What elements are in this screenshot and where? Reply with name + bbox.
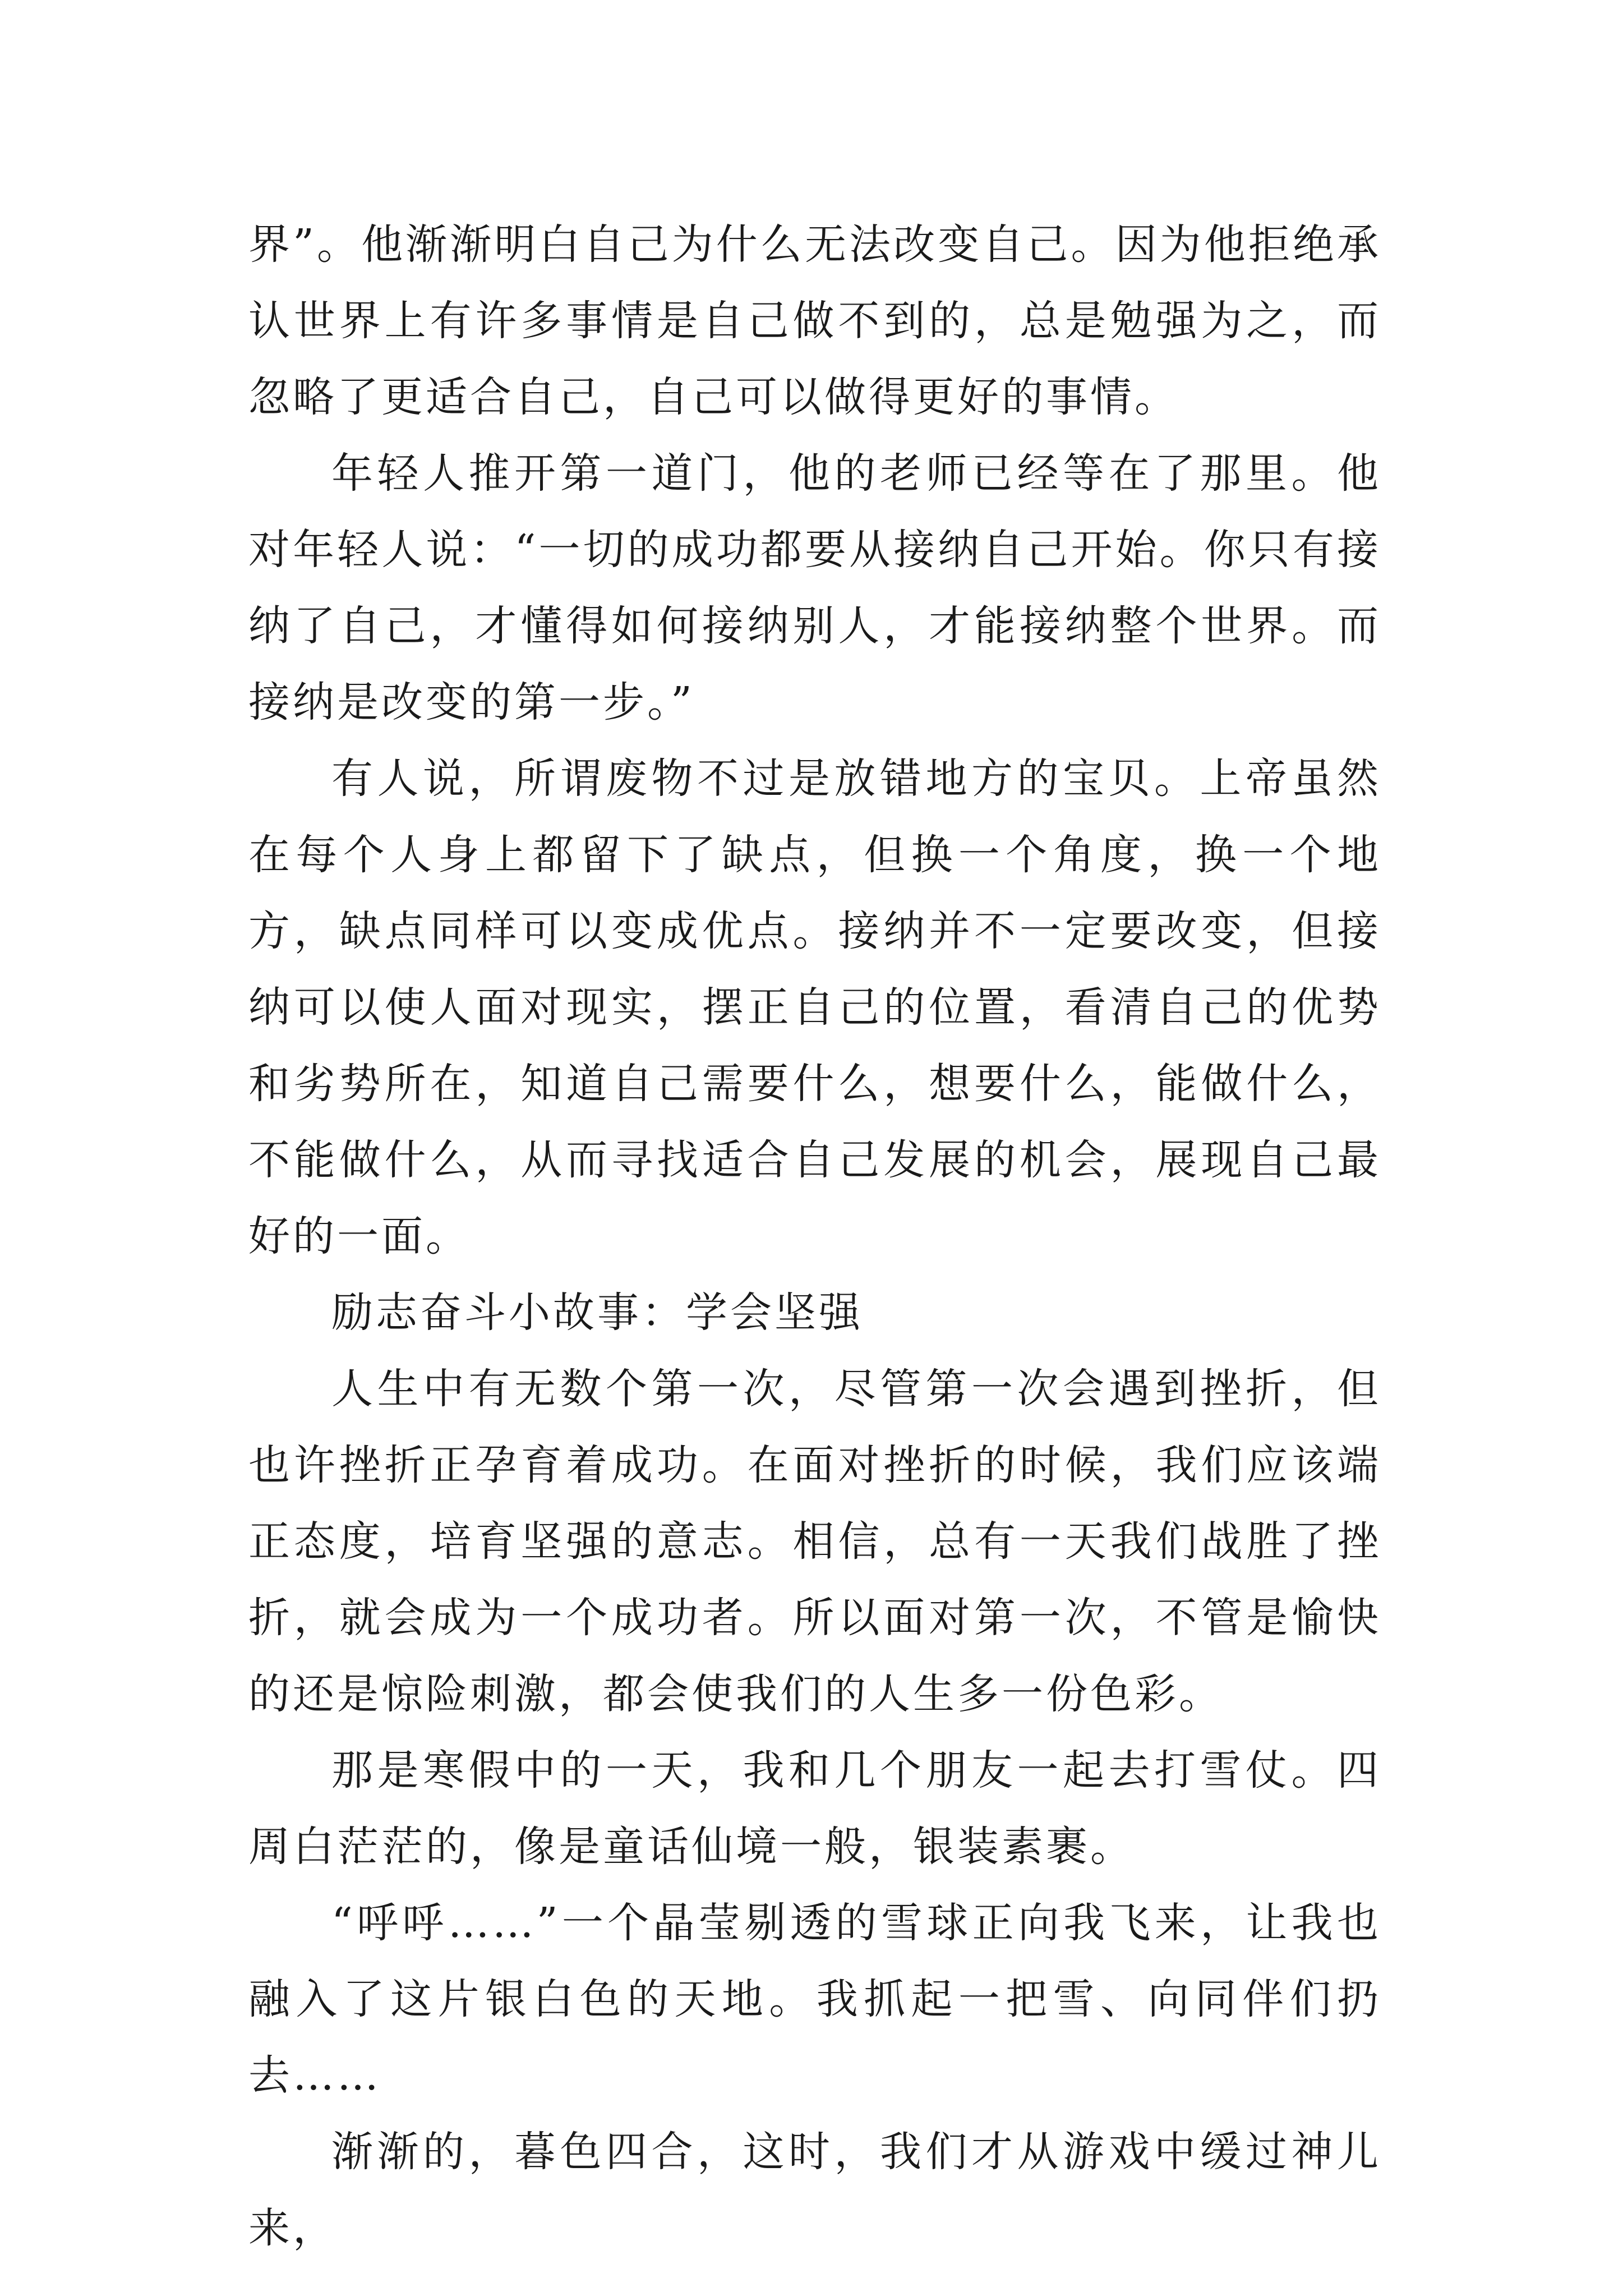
paragraph: 那是寒假中的一天，我和几个朋友一起去打雪仗。四周白茫茫的，像是童话仙境一般，银装素裹。 xyxy=(248,1746,1381,1871)
paragraph: 人生中有无数个第一次，尽管第一次会遇到挫折，但也许挫折正孕育着成功。在面对挫折的时候，我们应该端正态度，培育坚强的意志。相信，总有一天我们战胜了挫折，就会成为一个成功者。所以面对第一次，不管是愉快的还是惊险刺激，都会使我们的人生多一份色彩。 xyxy=(248,1365,1381,1718)
paragraph: 界”。他渐渐明白自己为什么无法改变自己。因为他拒绝承认世界上有许多事情是自己做不到的，总是勉强为之，而忽略了更适合自己，自己可以做得更好的事情。 xyxy=(248,220,1381,421)
body-text xyxy=(248,206,1381,2266)
section-heading: 励志奋斗小故事：学会坚强 xyxy=(331,1289,863,1337)
paragraph: 年轻人推开第一道门，他的老师已经等在了那里。他对年轻人说：“一切的成功都要从接纳自己开始。你只有接纳了自己，才懂得如何接纳别人，才能接纳整个世界。而接纳是改变的第一步。” xyxy=(248,449,1381,726)
paragraph: 有人说，所谓废物不过是放错地方的宝贝。上帝虽然在每个人身上都留下了缺点，但换一个角度，换一个地方，缺点同样可以变成优点。接纳并不一定要改变，但接纳可以使人面对现实，摆正自己的位置，看清自己的优势和劣势所在，知道自己需要什么，想要什么，能做什么，不能做什么，从而寻找适合自己发展的机会，展现自己最好的一面。 xyxy=(248,754,1381,1260)
paragraph: 渐渐的，暮色四合，这时，我们才从游戏中缓过神儿来， xyxy=(248,2128,1381,2252)
paragraph: “呼呼……”一个晶莹剔透的雪球正向我飞来，让我也融入了这片银白色的天地。我抓起一把雪、向同伴们扔去…… xyxy=(248,1899,1381,2100)
